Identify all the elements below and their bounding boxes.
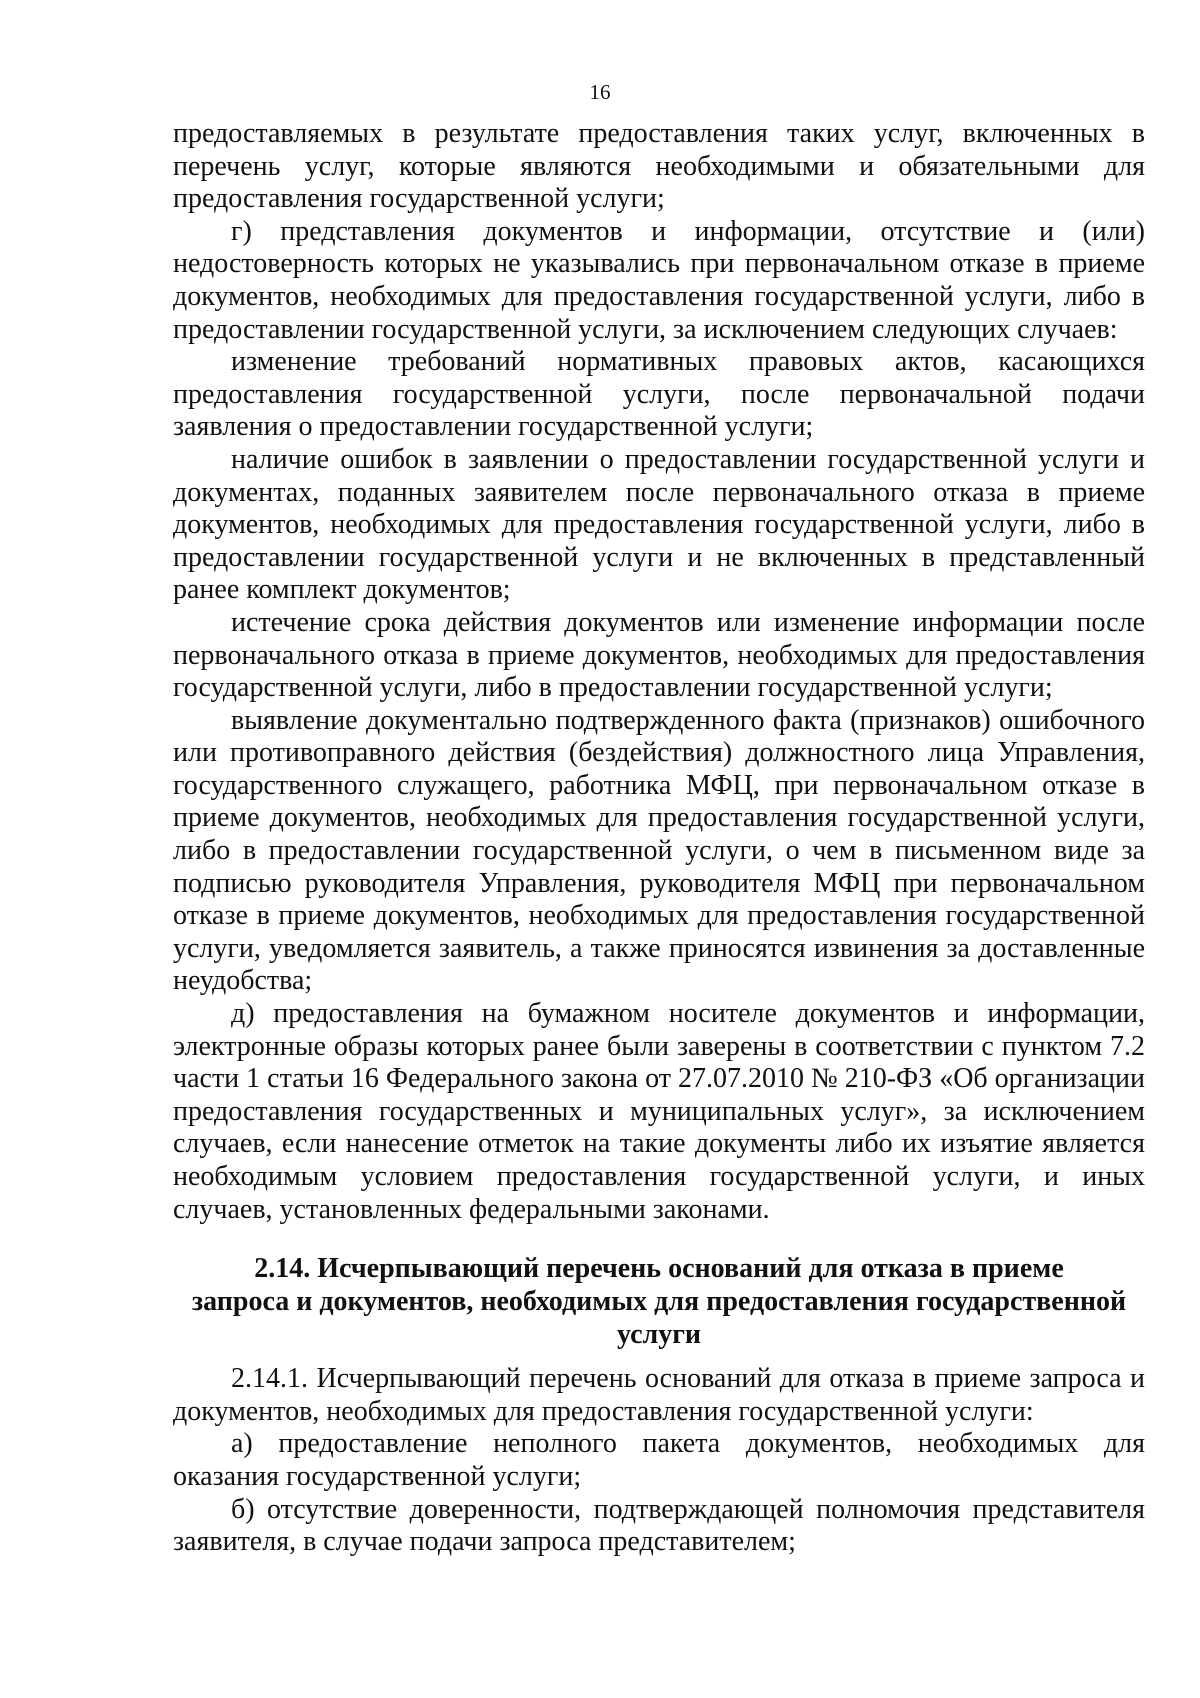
paragraph-case-expiration: истечение срока действия документов или изменение информации после первоначального отказа в приеме документов, необходимых для предоставления государственной услуги, либо в предоставлении государственной услуги; <box>173 606 1145 704</box>
paragraph-case-errors: наличие ошибок в заявлении о предоставлении государственной услуги и документах, поданных заявителем после первоначального отказа в приеме документов, необходимых для предоставления государственной услуги, либо в предоставлении государственной услуги и не включенных в представленный ранее комплект документов; <box>173 443 1145 606</box>
paragraph-continuation: предоставляемых в результате предоставления таких услуг, включенных в перечень услуг, которые являются необходимыми и обязательными для предоставления государственной услуги; <box>173 118 1145 215</box>
paragraph-item-g: г) представления документов и информации, отсутствие и (или) недостоверность которых не указывались при первоначальном отказе в приеме документов, необходимых для предоставления государственной услуги, либо в предоставлении государственной услуги, за исключением следующих случаев: <box>173 215 1145 345</box>
document-body <box>173 118 1145 1559</box>
page-number: 16 <box>589 80 611 104</box>
section-heading-line-3: услуги <box>616 1319 702 1351</box>
section-heading-line-2: запроса и документов, необходимых для предоставления государственной <box>191 1286 1127 1318</box>
paragraph-item-a: а) предоставление неполного пакета документов, необходимых для оказания государственной услуги; <box>173 1428 1145 1492</box>
section-heading-2-14 <box>173 1252 1145 1351</box>
paragraph-item-d: д) предоставления на бумажном носителе документов и информации, электронные образы которых ранее были заверены в соответствии с пунктом 7.2 части 1 статьи 16 Федерального закона от 27.07.2010 № 210-ФЗ «Об организации предоставления государственных и муниципальных услуг», за исключением случаев, если нанесение отметок на такие документы либо их изъятие является необходимым условием предоставления государственной услуги, и иных случаев, установленных федеральными законами. <box>173 998 1145 1225</box>
paragraph-item-b: б) отсутствие доверенности, подтверждающей полномочия представителя заявителя, в случае подачи запроса представителем; <box>173 1493 1145 1558</box>
section-heading-line-1: 2.14. Исчерпывающий перечень оснований для отказа в приеме <box>254 1253 1064 1285</box>
paragraph-case-requirements-change: изменение требований нормативных правовых актов, касающихся предоставления государственной услуги, после первоначальной подачи заявления о предоставлении государственной услуги; <box>173 346 1145 443</box>
paragraph-case-wrongful-action: выявление документально подтвержденного факта (признаков) ошибочного или противоправного действия (бездействия) должностного лица Управления, государственного служащего, работника МФЦ, при первоначальном отказе в приеме документов, необходимых для предоставления государственной услуги, либо в предоставлении государственной услуги, о чем в письменном виде за подписью руководителя Управления, руководителя МФЦ при первоначальном отказе в приеме документов, необходимых для предоставления государственной услуги, уведомляется заявитель, а также приносятся извинения за доставленные неудобства; <box>173 704 1145 997</box>
paragraph-2-14-1: 2.14.1. Исчерпывающий перечень оснований для отказа в приеме запроса и документов, необходимых для предоставления государственной услуги: <box>173 1363 1145 1427</box>
